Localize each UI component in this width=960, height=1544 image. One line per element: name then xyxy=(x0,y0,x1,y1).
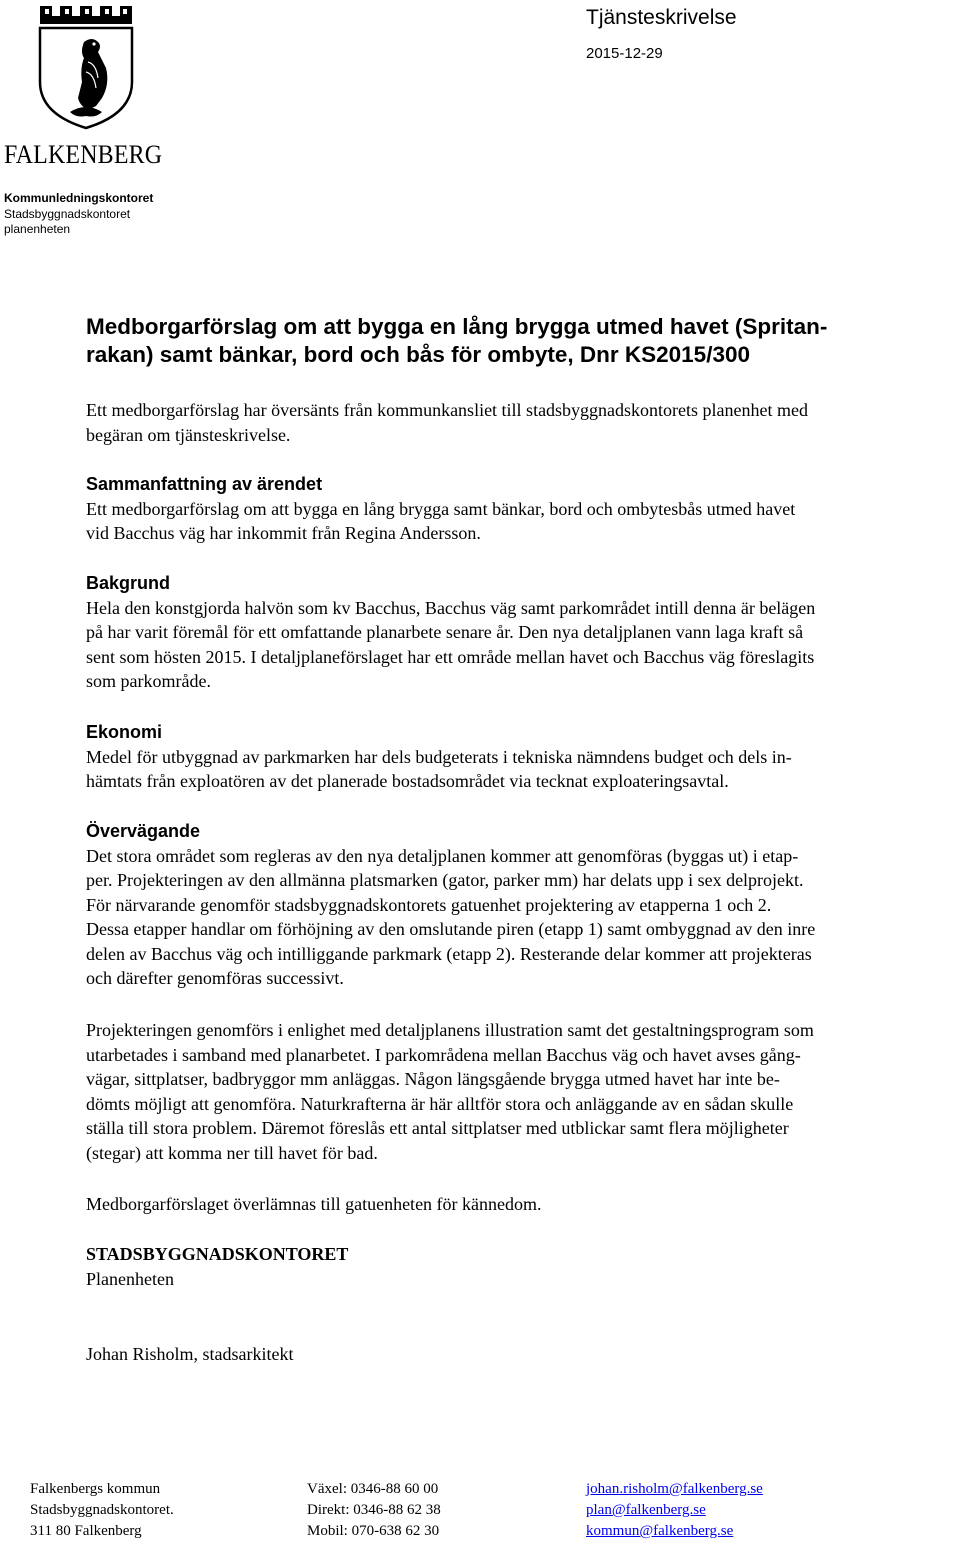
text-line: på har varit föremål för ett omfattande planarbete senare år. Den nya detaljplanen vann laga kraft så xyxy=(86,622,804,642)
logo-wordmark: FALKENBERG xyxy=(4,140,163,169)
text-line: delen av Bacchus väg och intilliggande parkmark (etapp 2). Resterande delar kommer att projekteras xyxy=(86,943,812,964)
signature-name: Johan Risholm, stadsarkitekt xyxy=(86,1344,294,1364)
section-summary xyxy=(86,472,960,546)
text-line: Dessa etapper handlar om förhöjning av den omslutande piren (etapp 1) samt ombyggnad av den inre xyxy=(86,919,816,939)
title-line: Medborgarförslag om att bygga en lång brygga utmed havet (Spritan- xyxy=(86,314,828,339)
office-info xyxy=(4,191,153,238)
section-consideration xyxy=(86,819,960,991)
document-date: 2015-12-29 xyxy=(586,45,663,62)
footer-line: Växel: 0346-88 60 00 xyxy=(307,1481,439,1497)
title-line: rakan) samt bänkar, bord och bås för ombyte, Dnr KS2015/300 xyxy=(86,342,750,367)
footer-line: Mobil: 070-638 62 30 xyxy=(307,1523,440,1539)
text-line: Det stora området som regleras av den nya detaljplanen kommer att genomföras (byggas ut) i etap- xyxy=(86,845,799,866)
closing-paragraph: Medborgarförslaget överlämnas till gatuenheten för kännedom. xyxy=(86,1194,542,1214)
text-line: (stegar) att komma ner till havet för bad. xyxy=(86,1142,378,1163)
section-background xyxy=(86,571,960,694)
text-line: dömts möjligt att genomföra. Naturkrafterna är här alltför stora och anläggande av en sådan skulle xyxy=(86,1093,794,1114)
footer-address xyxy=(30,1479,174,1542)
text-line: sent som hösten 2015. I detaljplaneförslaget har ett område mellan havet och Bacchus väg föreslagits xyxy=(86,646,815,667)
section-heading: Sammanfattning av ärendet xyxy=(86,474,323,494)
email-link[interactable]: kommun@falkenberg.se xyxy=(586,1523,734,1539)
text-line: vägar, sittplatser, badbryggor mm anläggas. Någon längsgående brygga utmed havet har inte be- xyxy=(86,1069,780,1089)
footer-line: Direkt: 0346-88 62 38 xyxy=(307,1502,441,1518)
office-line: Stadsbyggnadskontoret xyxy=(4,206,131,221)
footer-phones xyxy=(307,1479,441,1542)
text-line: per. Projekteringen av den allmänna platsmarken (gator, parker mm) har delats upp i sex delprojekt. xyxy=(86,870,804,890)
section-heading: Ekonomi xyxy=(86,722,163,742)
text-line: Medel för utbyggnad av parkmarken har dels budgeterats i tekniska nämndens budget och dels in- xyxy=(86,746,792,767)
text-line: Projekteringen genomförs i enlighet med detaljplanens illustration samt det gestaltningsprogram som xyxy=(86,1020,814,1040)
signature-unit: Planenheten xyxy=(86,1268,174,1289)
signature-block xyxy=(86,1242,960,1291)
section-heading: Övervägande xyxy=(86,821,201,841)
text-line: Hela den konstgjorda halvön som kv Bacchus, Bacchus väg samt parkområdet intill denna är belägen xyxy=(86,597,816,618)
project-paragraph xyxy=(86,1018,960,1165)
document-type: Tjänsteskrivelse xyxy=(586,6,737,29)
falkenberg-crest-logo xyxy=(36,2,136,130)
footer-line: Falkenbergs kommun xyxy=(30,1481,161,1497)
section-heading: Bakgrund xyxy=(86,573,171,593)
text-line: Ett medborgarförslag har översänts från kommunkansliet till stadsbyggnadskontorets planenhet med xyxy=(86,400,809,420)
signature-org: STADSBYGGNADSKONTORET xyxy=(86,1244,349,1264)
text-line: ställa till stora problem. Däremot föreslås ett antal sittplatser med utblickar samt flera möjligheter xyxy=(86,1118,789,1138)
text-line: vid Bacchus väg har inkommit från Regina Andersson. xyxy=(86,523,481,543)
intro-paragraph xyxy=(86,398,960,447)
office-line: Kommunledningskontoret xyxy=(4,191,154,205)
footer-emails xyxy=(586,1479,763,1542)
text-line: hämtats från exploatören av det planerade bostadsområdet via tecknat exploateringsavtal. xyxy=(86,771,729,791)
text-line: begäran om tjänsteskrivelse. xyxy=(86,424,291,445)
text-line: För närvarande genomför stadsbyggnadskontorets gatuenhet projektering av etapperna 1 och 2. xyxy=(86,894,772,915)
document-title xyxy=(86,313,960,369)
text-line: Ett medborgarförslag om att bygga en lång brygga samt bänkar, bord och ombytesbås utmed havet xyxy=(86,498,796,519)
text-line: utarbetades i samband med planarbetet. I parkområdena mellan Bacchus väg och havet avses gång- xyxy=(86,1044,801,1065)
footer-line: Stadsbyggnadskontoret. xyxy=(30,1502,174,1518)
section-economy xyxy=(86,720,960,794)
text-line: och därefter genomföras successivt. xyxy=(86,968,344,988)
email-link[interactable]: johan.risholm@falkenberg.se xyxy=(586,1481,763,1497)
email-link[interactable]: plan@falkenberg.se xyxy=(586,1502,706,1518)
office-line: planenheten xyxy=(4,222,71,236)
footer-line: 311 80 Falkenberg xyxy=(30,1523,142,1539)
text-line: som parkområde. xyxy=(86,671,211,691)
